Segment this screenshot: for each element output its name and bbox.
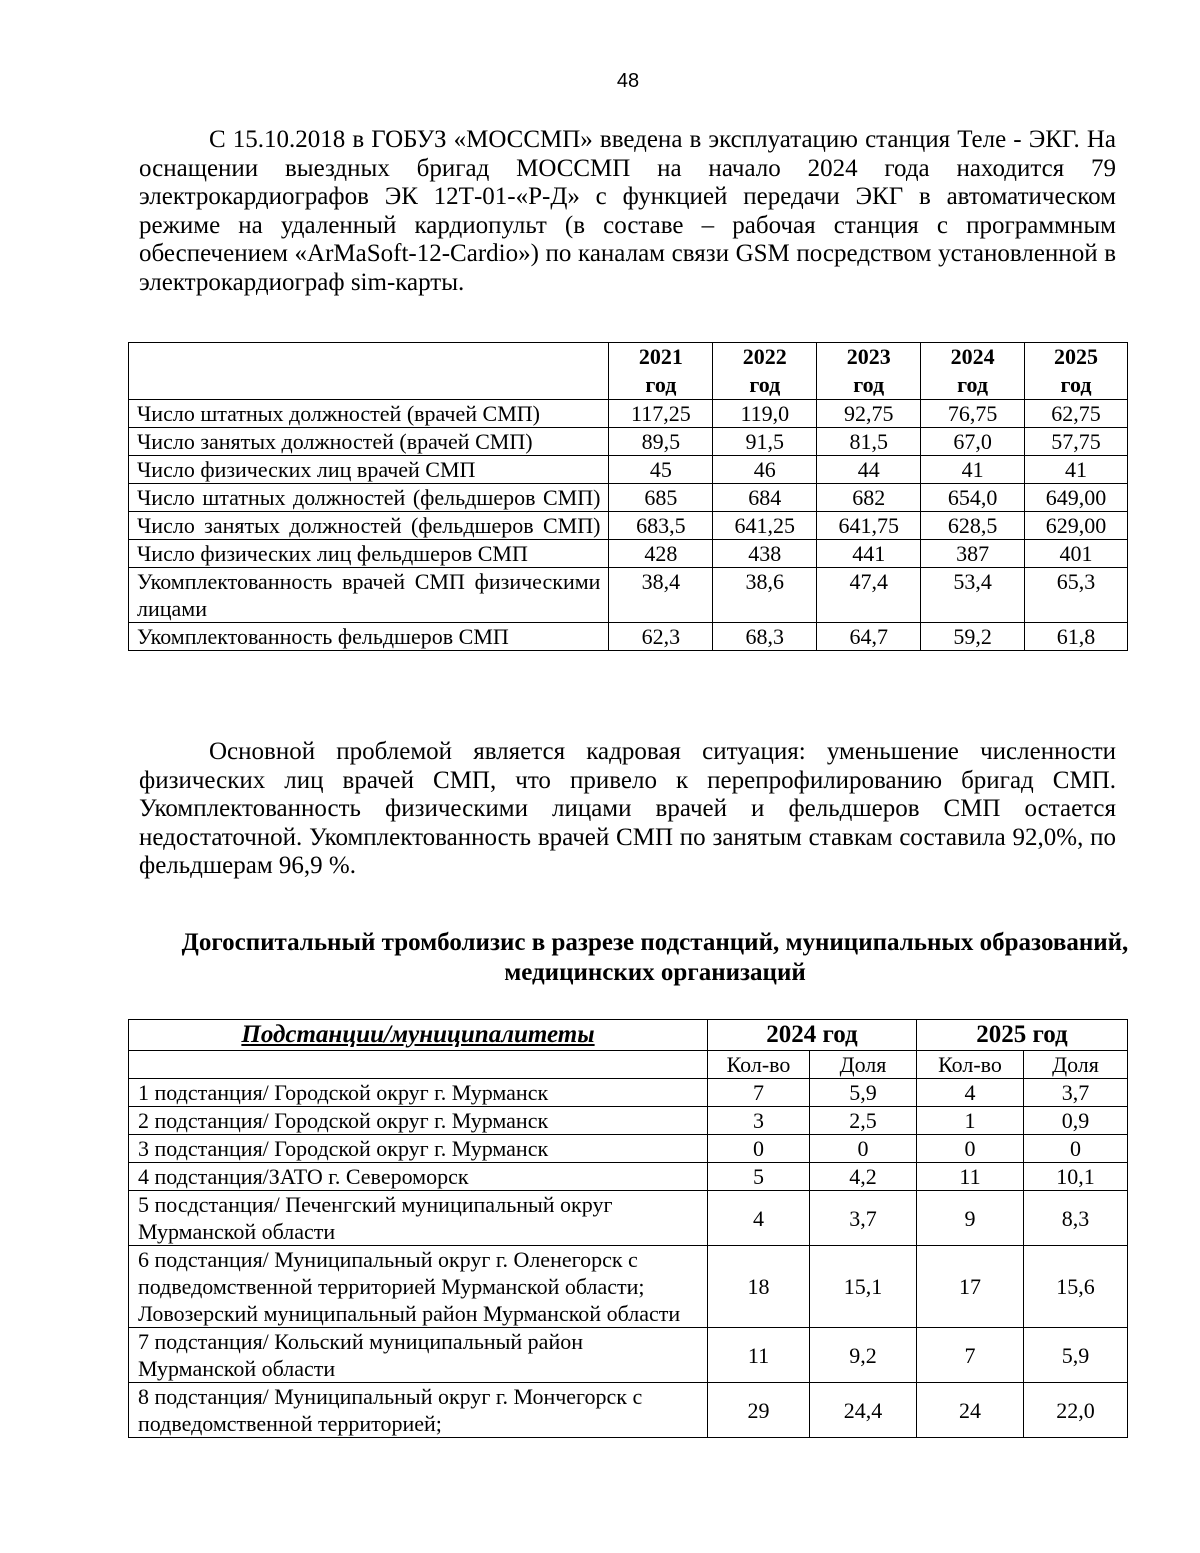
table-row (129, 456, 1128, 484)
cell-value: 76,75 (921, 400, 1025, 428)
cell-value: 45 (609, 456, 713, 484)
cell-value: 67,0 (921, 428, 1025, 456)
problem-paragraph: Основной проблемой является кадровая ситуация: уменьшение численности физических лиц врачей СМП, что привело к перепрофилированию бригад СМП. Укомплектованность физическими лицами врачей и фельдшеров СМП остается недостаточной. Укомплектованность врачей СМП по занятым ставкам составила 92,0%, по фельдшерам 96,9 %. (139, 738, 1116, 880)
cell-value: 68,3 (713, 623, 817, 651)
cell-value: 3,7 (1024, 1079, 1128, 1107)
row-label: 1 подстанция/ Городской округ г. Мурманск (129, 1079, 708, 1107)
row-label: 6 подстанция/ Муниципальный округ г. Оленегорск с подведомственной территорией Мурманской области; Ловозерский муниципальный район Мурманской области (129, 1246, 708, 1328)
cell-value: 41 (1025, 456, 1128, 484)
cell-value: 62,3 (609, 623, 713, 651)
cell-value: 24,4 (810, 1383, 917, 1438)
count-subheader: Кол-во (917, 1051, 1024, 1079)
table-row (129, 484, 1128, 512)
cell-value: 119,0 (713, 400, 817, 428)
substation-column-header: Подстанции/муниципалитеты (129, 1020, 708, 1051)
cell-value: 46 (713, 456, 817, 484)
table-row (129, 512, 1128, 540)
cell-value: 41 (921, 456, 1025, 484)
cell-value: 438 (713, 540, 817, 568)
cell-value: 9,2 (810, 1328, 917, 1383)
year-header: 2022 год (713, 343, 817, 400)
cell-value: 5,9 (810, 1079, 917, 1107)
cell-value: 24 (917, 1383, 1024, 1438)
cell-value: 401 (1025, 540, 1128, 568)
cell-value: 29 (708, 1383, 810, 1438)
cell-value: 11 (917, 1163, 1024, 1191)
cell-value: 441 (817, 540, 921, 568)
cell-value: 682 (817, 484, 921, 512)
thrombolysis-table-header (129, 1020, 1128, 1051)
cell-value: 61,8 (1025, 623, 1128, 651)
cell-value: 17 (917, 1246, 1024, 1328)
cell-value: 654,0 (921, 484, 1025, 512)
cell-value: 11 (708, 1328, 810, 1383)
cell-value: 0 (917, 1135, 1024, 1163)
year-header: 2023 год (817, 343, 921, 400)
cell-value: 5 (708, 1163, 810, 1191)
table-row (129, 1383, 1128, 1438)
cell-value: 89,5 (609, 428, 713, 456)
year-header: 2021 год (609, 343, 713, 400)
table-row (129, 1246, 1128, 1328)
intro-paragraph: С 15.10.2018 в ГОБУЗ «МОССМП» введена в эксплуатацию станция Теле - ЭКГ. На оснащении выездных бригад МОССМП на начало 2024 года находится 79 электрокардиографов ЭК 12Т-01-«Р-Д» с функцией передачи ЭКГ в автоматическом режиме на удаленный кардиопульт (в составе – рабочая станция с программным обеспечением «ArMaSoft-12-Cardio») по каналам связи GSM посредством установленной в электрокардиограф sim-карты. (139, 126, 1116, 296)
row-label: 5 посдстанция/ Печенгский муниципальный округ Мурманской области (129, 1191, 708, 1246)
table-row (129, 400, 1128, 428)
empty-header-cell (129, 1051, 708, 1079)
cell-value: 65,3 (1025, 568, 1128, 623)
row-label: Число занятых должностей (фельдшеров СМП) (129, 512, 609, 540)
cell-value: 47,4 (817, 568, 921, 623)
cell-value: 3 (708, 1107, 810, 1135)
cell-value: 62,75 (1025, 400, 1128, 428)
cell-value: 3,7 (810, 1191, 917, 1246)
cell-value: 53,4 (921, 568, 1025, 623)
cell-value: 44 (817, 456, 921, 484)
cell-value: 4 (917, 1079, 1024, 1107)
year-header: 2024 год (708, 1020, 917, 1051)
cell-value: 5,9 (1024, 1328, 1128, 1383)
table-row (129, 428, 1128, 456)
row-label: Число физических лиц фельдшеров СМП (129, 540, 609, 568)
cell-value: 117,25 (609, 400, 713, 428)
cell-value: 7 (917, 1328, 1024, 1383)
cell-value: 59,2 (921, 623, 1025, 651)
count-subheader: Кол-во (708, 1051, 810, 1079)
cell-value: 64,7 (817, 623, 921, 651)
table-row (129, 1135, 1128, 1163)
cell-value: 0,9 (1024, 1107, 1128, 1135)
cell-value: 641,25 (713, 512, 817, 540)
cell-value: 428 (609, 540, 713, 568)
cell-value: 81,5 (817, 428, 921, 456)
row-label: 3 подстанция/ Городской округ г. Мурманск (129, 1135, 708, 1163)
table-row (129, 1163, 1128, 1191)
cell-value: 628,5 (921, 512, 1025, 540)
thrombolysis-subheader (129, 1051, 1128, 1079)
cell-value: 2,5 (810, 1107, 917, 1135)
cell-value: 683,5 (609, 512, 713, 540)
page-number: 48 (616, 70, 640, 92)
cell-value: 22,0 (1024, 1383, 1128, 1438)
cell-value: 38,4 (609, 568, 713, 623)
row-label: 4 подстанция/ЗАТО г. Североморск (129, 1163, 708, 1191)
cell-value: 0 (708, 1135, 810, 1163)
year-header: 2025 год (1025, 343, 1128, 400)
row-label: Укомплектованность врачей СМП физическими лицами (129, 568, 609, 623)
cell-value: 8,3 (1024, 1191, 1128, 1246)
section-heading: Догоспитальный тромболизис в разрезе подстанций, муниципальных образований, медицинских организаций (181, 929, 1129, 986)
table-row (129, 1107, 1128, 1135)
cell-value: 38,6 (713, 568, 817, 623)
staffing-table-header (129, 343, 1128, 400)
row-label: Число физических лиц врачей СМП (129, 456, 609, 484)
cell-value: 4,2 (810, 1163, 917, 1191)
table-row (129, 623, 1128, 651)
staffing-table (128, 342, 1128, 651)
table-row (129, 1079, 1128, 1107)
row-label: Число штатных должностей (фельдшеров СМП) (129, 484, 609, 512)
cell-value: 0 (810, 1135, 917, 1163)
cell-value: 649,00 (1025, 484, 1128, 512)
cell-value: 1 (917, 1107, 1024, 1135)
table-row (129, 1328, 1128, 1383)
table-row (129, 568, 1128, 623)
empty-header-cell (129, 343, 609, 400)
cell-value: 641,75 (817, 512, 921, 540)
cell-value: 57,75 (1025, 428, 1128, 456)
row-label: 2 подстанция/ Городской округ г. Мурманск (129, 1107, 708, 1135)
cell-value: 629,00 (1025, 512, 1128, 540)
cell-value: 9 (917, 1191, 1024, 1246)
share-subheader: Доля (1024, 1051, 1128, 1079)
cell-value: 0 (1024, 1135, 1128, 1163)
cell-value: 685 (609, 484, 713, 512)
cell-value: 4 (708, 1191, 810, 1246)
row-label: 8 подстанция/ Муниципальный округ г. Мончегорск с подведомственной территорией; (129, 1383, 708, 1438)
row-label: Число занятых должностей (врачей СМП) (129, 428, 609, 456)
thrombolysis-table (128, 1019, 1128, 1438)
row-label: Укомплектованность фельдшеров СМП (129, 623, 609, 651)
cell-value: 92,75 (817, 400, 921, 428)
cell-value: 10,1 (1024, 1163, 1128, 1191)
year-header: 2024 год (921, 343, 1025, 400)
cell-value: 387 (921, 540, 1025, 568)
share-subheader: Доля (810, 1051, 917, 1079)
cell-value: 15,1 (810, 1246, 917, 1328)
cell-value: 18 (708, 1246, 810, 1328)
table-row (129, 1191, 1128, 1246)
row-label: 7 подстанция/ Кольский муниципальный район Мурманской области (129, 1328, 708, 1383)
cell-value: 15,6 (1024, 1246, 1128, 1328)
cell-value: 91,5 (713, 428, 817, 456)
cell-value: 7 (708, 1079, 810, 1107)
year-header: 2025 год (917, 1020, 1128, 1051)
cell-value: 684 (713, 484, 817, 512)
table-row (129, 540, 1128, 568)
row-label: Число штатных должностей (врачей СМП) (129, 400, 609, 428)
